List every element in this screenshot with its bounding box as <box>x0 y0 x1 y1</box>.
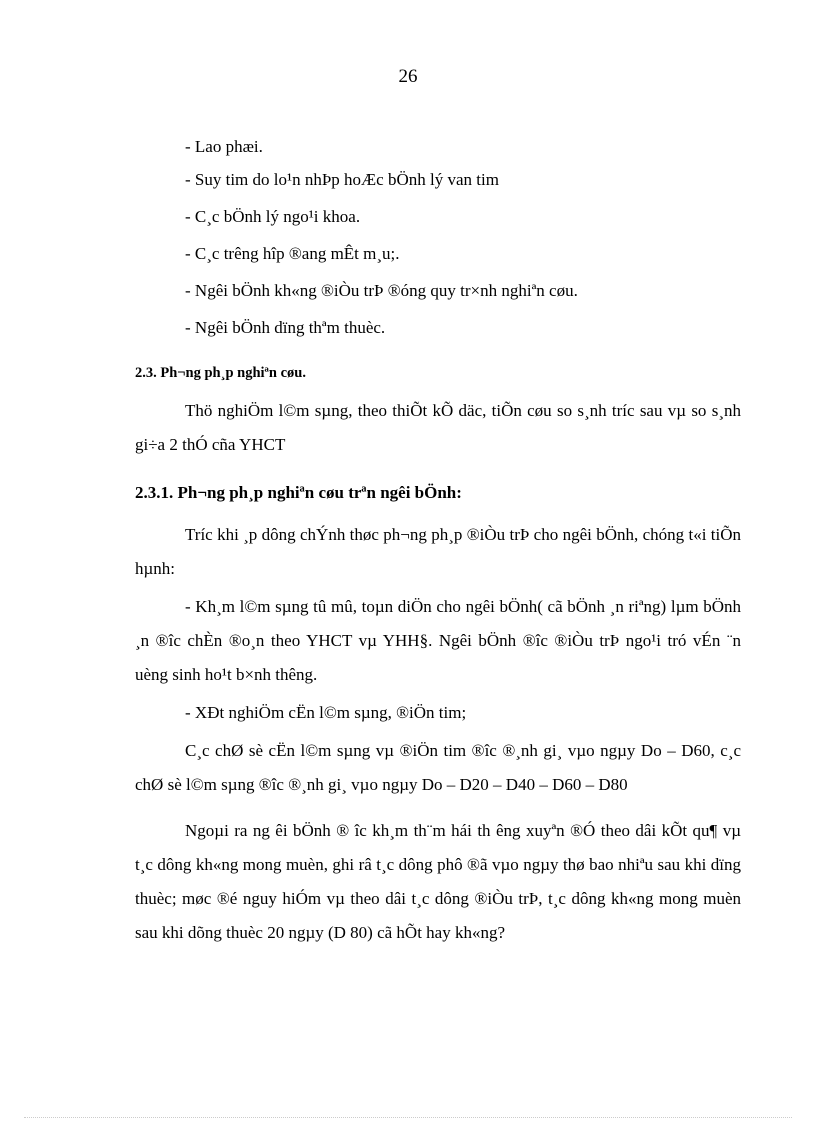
exclusion-item-other-drugs: - Ngêi bÖnh dïng thªm thuèc. <box>185 318 386 337</box>
exclusion-item-protocol: - Ngêi bÖnh kh«ng ®iÒu trÞ ®óng quy tr×nh nghiªn cøu. <box>185 281 578 300</box>
page-body <box>135 130 741 954</box>
page-bottom-rule <box>24 1117 792 1118</box>
exclusion-item-lung: - Lao phæi. <box>185 137 263 156</box>
section-heading-2-3: 2.3. Ph¬ng ph¸p nghiªn cøu. <box>135 365 306 381</box>
section-2-3-1-paragraph-followup: Ngoµi ra ng êi bÖnh ® îc kh¸m th¨m hái th êng xuyªn ®Ó theo dâi kÕt qu¶ vµ t¸c dông kh«ng mong muèn, ghi râ t¸c dông phô ®ã vµo ngµy thø bao nhiªu sau khi dïng thuèc; møc ®é nguy hiÓm vµ theo dâi t¸c dông ®iÒu trÞ, t¸c dông kh«ng mong muèn sau khi dõng thuèc 20 ngµy (D 80) cã hÕt hay kh«ng? <box>135 821 741 942</box>
exclusion-item-bleeding: - C¸c trêng hîp ®ang mÊt m¸u;. <box>185 244 400 263</box>
page-number: 26 <box>398 66 418 87</box>
section-2-3-1-paragraph-exam: - Kh¸m l©m sµng tû mû, toµn diÖn cho ngêi bÖnh( cã bÖnh ¸n riªng) lµm bÖnh ¸n ®îc chÈn ®o¸n theo YHCT vµ YHH§. Ngêi bÖnh ®îc ®iÒu trÞ ngo¹i tró vÉn ¨n uèng sinh ho¹t b×nh thêng. <box>135 597 741 684</box>
section-heading-2-3-1: 2.3.1. Ph¬ng ph¸p nghiªn cøu trªn ngêi bÖnh: <box>135 483 462 502</box>
section-2-3-1-paragraph-intro: Tríc khi ¸p dông chÝnh thøc ph¬ng ph¸p ®iÒu trÞ cho ngêi bÖnh, chóng t«i tiÕn hµnh: <box>135 525 741 578</box>
exclusion-item-surgery: - C¸c bÖnh lý ngo¹i khoa. <box>185 207 361 226</box>
section-2-3-1-paragraph-indicators: C¸c chØ sè cËn l©m sµng vµ ®iÖn tim ®îc ®¸nh gi¸ vµo ngµy Do – D60, c¸c chØ sè l©m sµng ®îc ®¸nh gi¸ vµo ngµy Do – D20 – D40 – D60 – D80 <box>135 741 741 794</box>
exclusion-item-heart-failure: - Suy tim do lo¹n nhÞp hoÆc bÖnh lý van tim <box>185 170 499 189</box>
section-2-3-paragraph: Thö nghiÖm l©m sµng, theo thiÕt kÕ däc, tiÕn cøu so s¸nh tríc sau vµ so s¸nh gi÷a 2 thÓ cña YHCT <box>135 401 741 454</box>
section-2-3-1-paragraph-tests: - XÐt nghiÖm cËn l©m sµng, ®iÖn tim; <box>185 703 467 722</box>
